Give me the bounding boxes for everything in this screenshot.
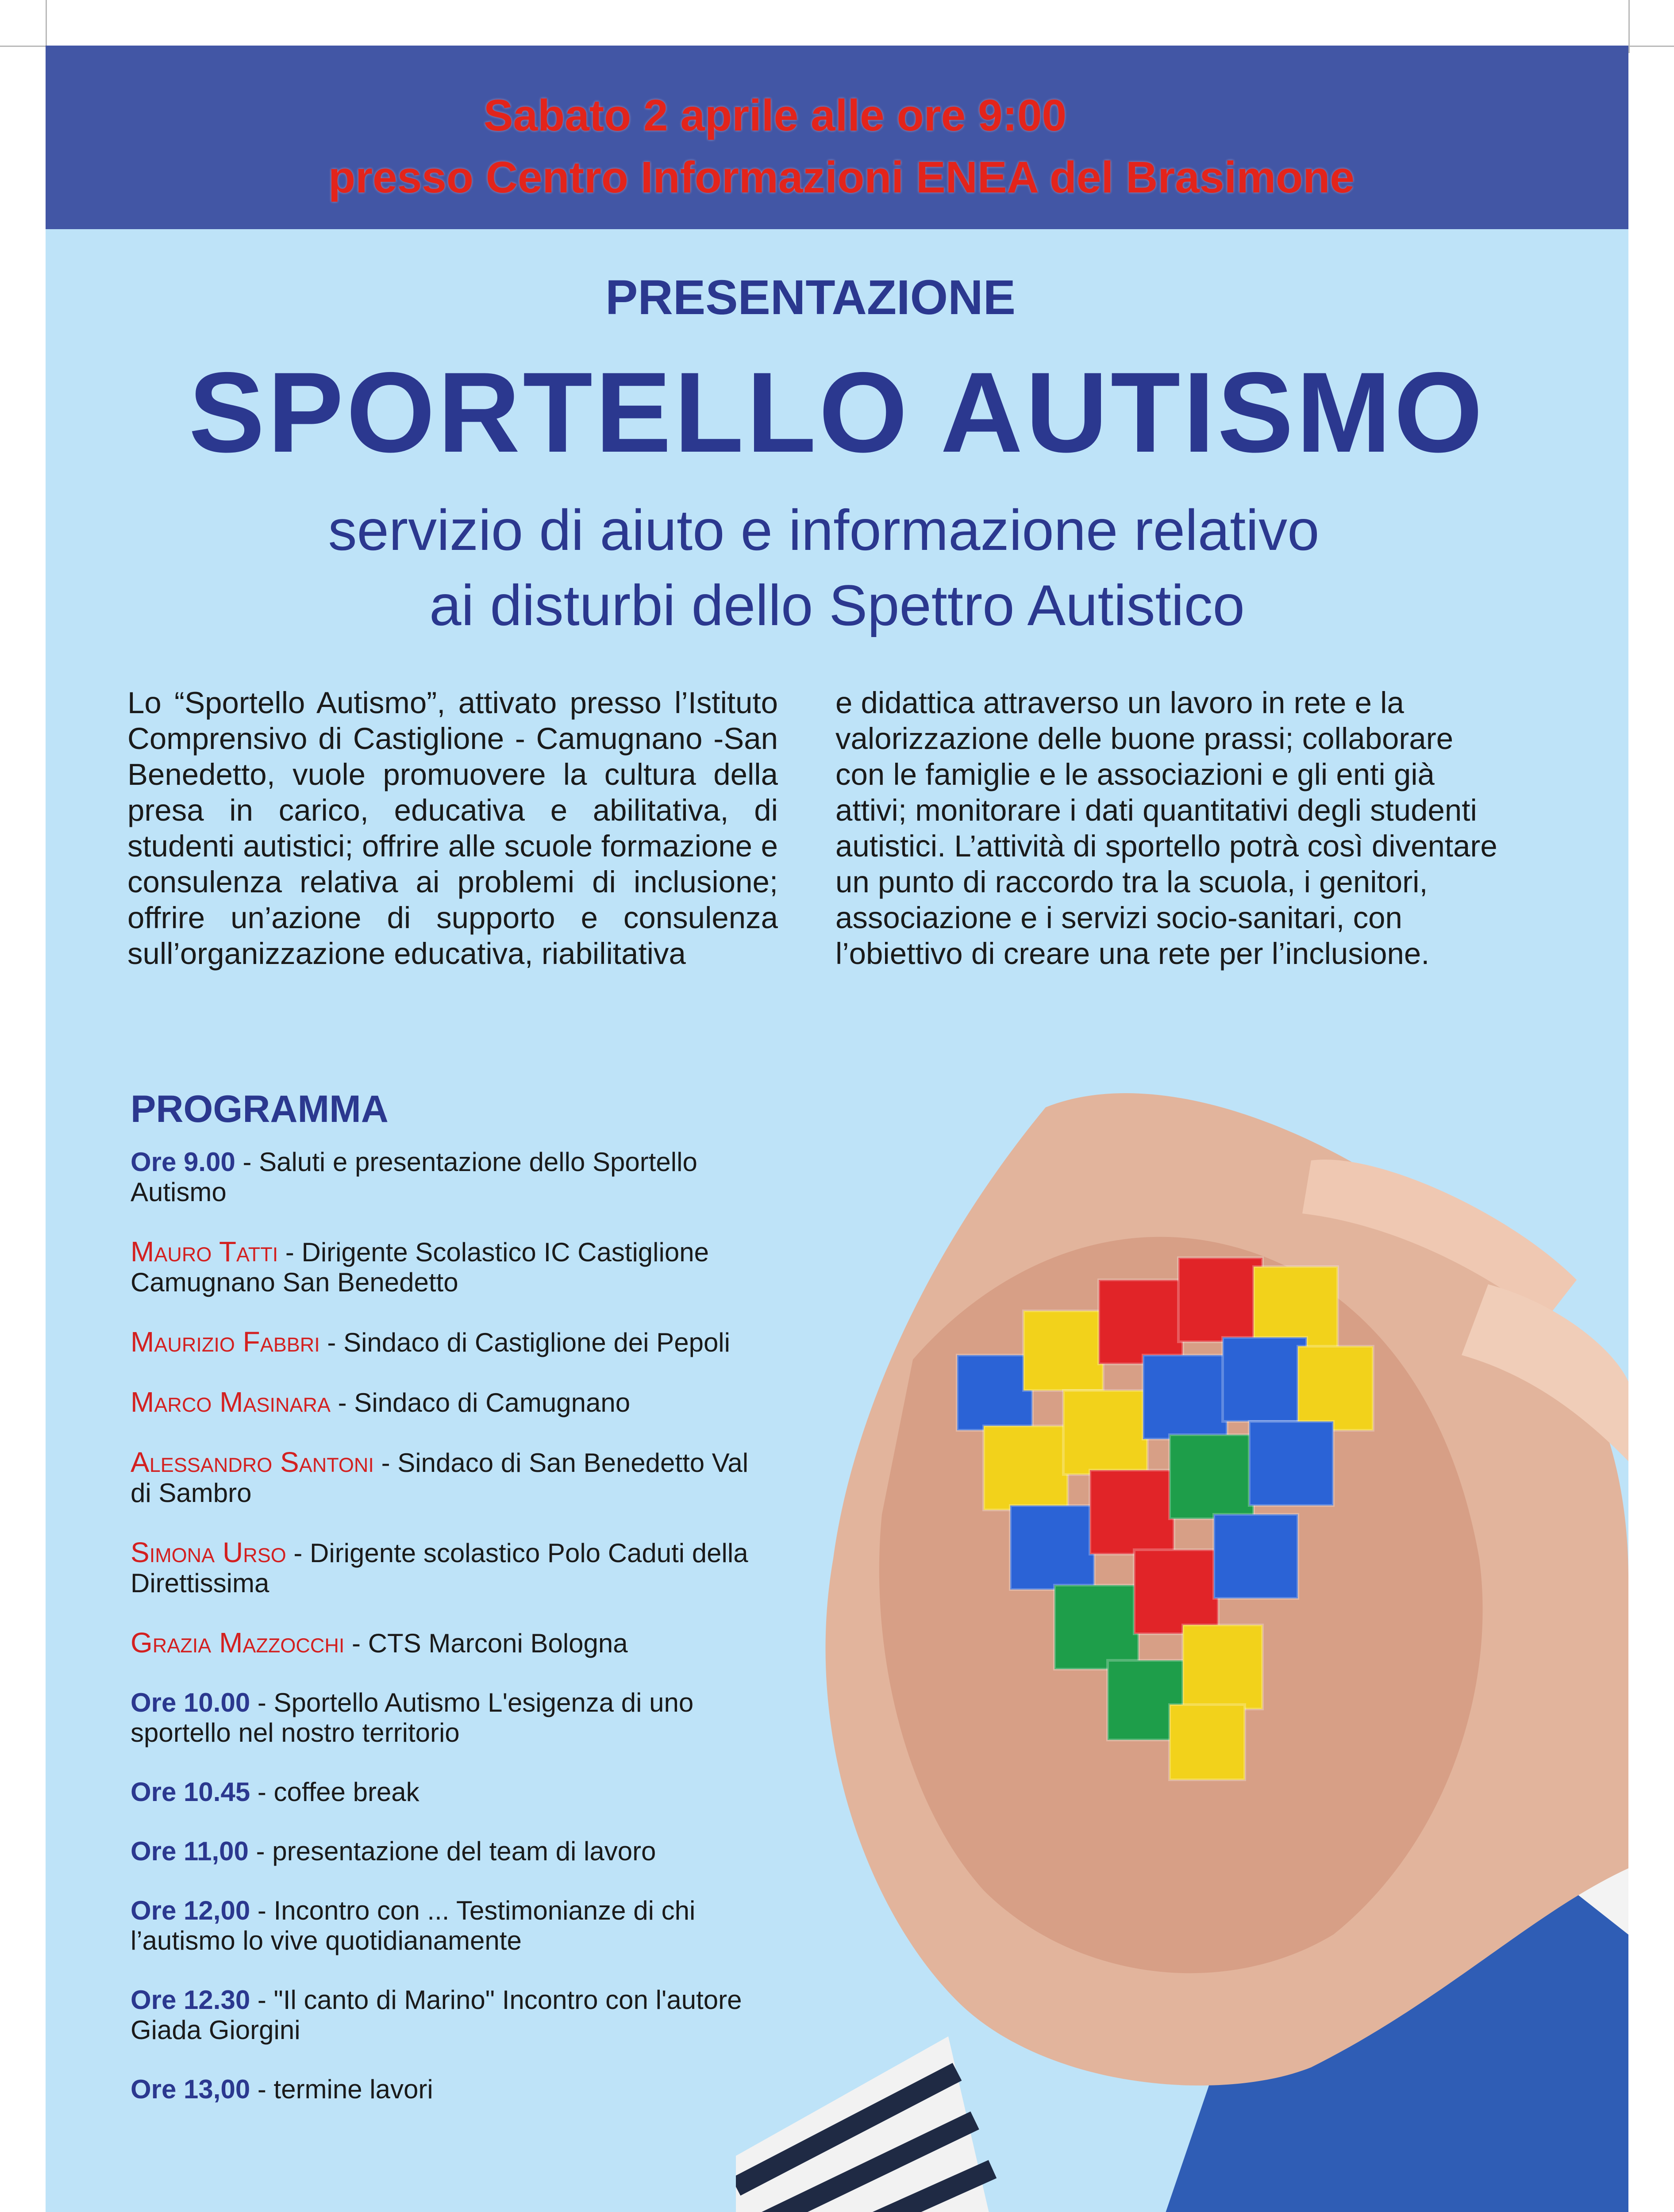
speaker-name: Simona Urso bbox=[131, 1536, 286, 1568]
program-text: - termine lavori bbox=[250, 2074, 433, 2104]
speaker-name: Marco Masinara bbox=[131, 1386, 331, 1418]
list-item bbox=[131, 2074, 750, 2104]
list-item bbox=[131, 1628, 750, 1659]
list-item bbox=[131, 1537, 750, 1598]
program-time: Ore 13,00 bbox=[131, 2074, 250, 2104]
program-text: - Dirigente scolastico Polo Caduti della Direttissima bbox=[131, 1538, 748, 1598]
program-text: - CTS Marconi Bologna bbox=[344, 1628, 628, 1658]
list-item bbox=[131, 1985, 750, 2045]
program-text: - coffee break bbox=[250, 1777, 419, 1807]
list-item bbox=[131, 1688, 750, 1748]
crop-mark bbox=[1628, 0, 1630, 53]
list-item bbox=[131, 1237, 750, 1298]
hands-holding-puzzle-heart-icon bbox=[736, 1072, 1628, 2212]
program-list bbox=[131, 1147, 750, 2134]
program-text: - presentazione del team di lavoro bbox=[248, 1836, 656, 1866]
list-item bbox=[131, 1327, 750, 1358]
event-date: Sabato 2 aprile alle ore 9:00 bbox=[483, 91, 1067, 140]
list-item bbox=[131, 1836, 750, 1866]
subtitle-line-1: servizio di aiuto e informazione relativo bbox=[328, 498, 1320, 562]
speaker-name: Alessandro Santoni bbox=[131, 1446, 374, 1478]
intro-text-right: e didattica attraverso un lavoro in rete e la valorizzazione delle buone prassi; collaborare con le famiglie e le associazioni e gli enti già attivi; monitorare i dati quantitativi degli studenti autistici. L’attività di sportello potrà così diventare un punto di raccordo tra la scuola, i genitori, associazione e i servizi socio-sanitari, con l’obiettivo di creare una rete per l’inclusione. bbox=[835, 686, 1497, 971]
flyer bbox=[46, 46, 1628, 2212]
program-time: Ore 10.45 bbox=[131, 1777, 250, 1807]
crop-mark bbox=[0, 46, 53, 47]
program-time: Ore 10.00 bbox=[131, 1688, 250, 1717]
hands-puzzle-heart-image bbox=[736, 1072, 1628, 2212]
list-item bbox=[131, 1896, 750, 1956]
program-text: - Saluti e presentazione dello Sportello Autismo bbox=[131, 1147, 697, 1207]
event-location: presso Centro Informazioni ENEA del Brasimone bbox=[328, 153, 1355, 202]
speaker-name: Grazia Mazzocchi bbox=[131, 1627, 345, 1659]
program-text: - Sindaco di Camugnano bbox=[330, 1388, 631, 1417]
program-time: Ore 11,00 bbox=[131, 1836, 249, 1866]
program-text: - Sindaco di Castiglione dei Pepoli bbox=[319, 1328, 730, 1357]
program-time: Ore 9.00 bbox=[131, 1147, 235, 1177]
subtitle-line-2: ai disturbi dello Spettro Autistico bbox=[429, 573, 1245, 637]
header-band bbox=[46, 46, 1628, 229]
program-text: - "Il canto di Marino" Incontro con l'autore Giada Giorgini bbox=[131, 1985, 742, 2045]
program-time: Ore 12,00 bbox=[131, 1896, 250, 1925]
speaker-name: Maurizio Fabbri bbox=[131, 1326, 320, 1358]
program-text: - Sindaco di San Benedetto Val di Sambro bbox=[131, 1448, 749, 1508]
intro-text-left: Lo “Sportello Autismo”, attivato presso l’Istituto Comprensivo di Castiglione - Camugnano -San Benedetto, vuole promuovere la cultura della presa in carico, educativa e abilitativa, di studenti autistici; offrire alle scuole formazione e consulenza relativa ai problemi di inclusione; offrire un’azione di supporto e consulenza sull’organizzazione educativa, riabilitativa bbox=[127, 686, 778, 971]
page-title: SPORTELLO AUTISMO bbox=[189, 348, 1485, 476]
program-time: Ore 12.30 bbox=[131, 1985, 250, 2015]
kicker: PRESENTAZIONE bbox=[605, 270, 1016, 325]
list-item bbox=[131, 1777, 750, 1807]
speaker-name: Mauro Tatti bbox=[131, 1236, 278, 1267]
program-title: PROGRAMMA bbox=[131, 1088, 389, 1130]
program-text: - Dirigente Scolastico IC Castiglione Camugnano San Benedetto bbox=[131, 1237, 709, 1297]
crop-mark bbox=[46, 0, 47, 53]
list-item bbox=[131, 1387, 750, 1418]
list-item bbox=[131, 1447, 750, 1508]
program-text: - Incontro con ... Testimonianze di chi l’autismo lo vive quotidianamente bbox=[131, 1896, 696, 1955]
list-item bbox=[131, 1147, 750, 1207]
program-text: - Sportello Autismo L'esigenza di uno sportello nel nostro territorio bbox=[131, 1688, 694, 1747]
crop-mark bbox=[1621, 46, 1674, 47]
